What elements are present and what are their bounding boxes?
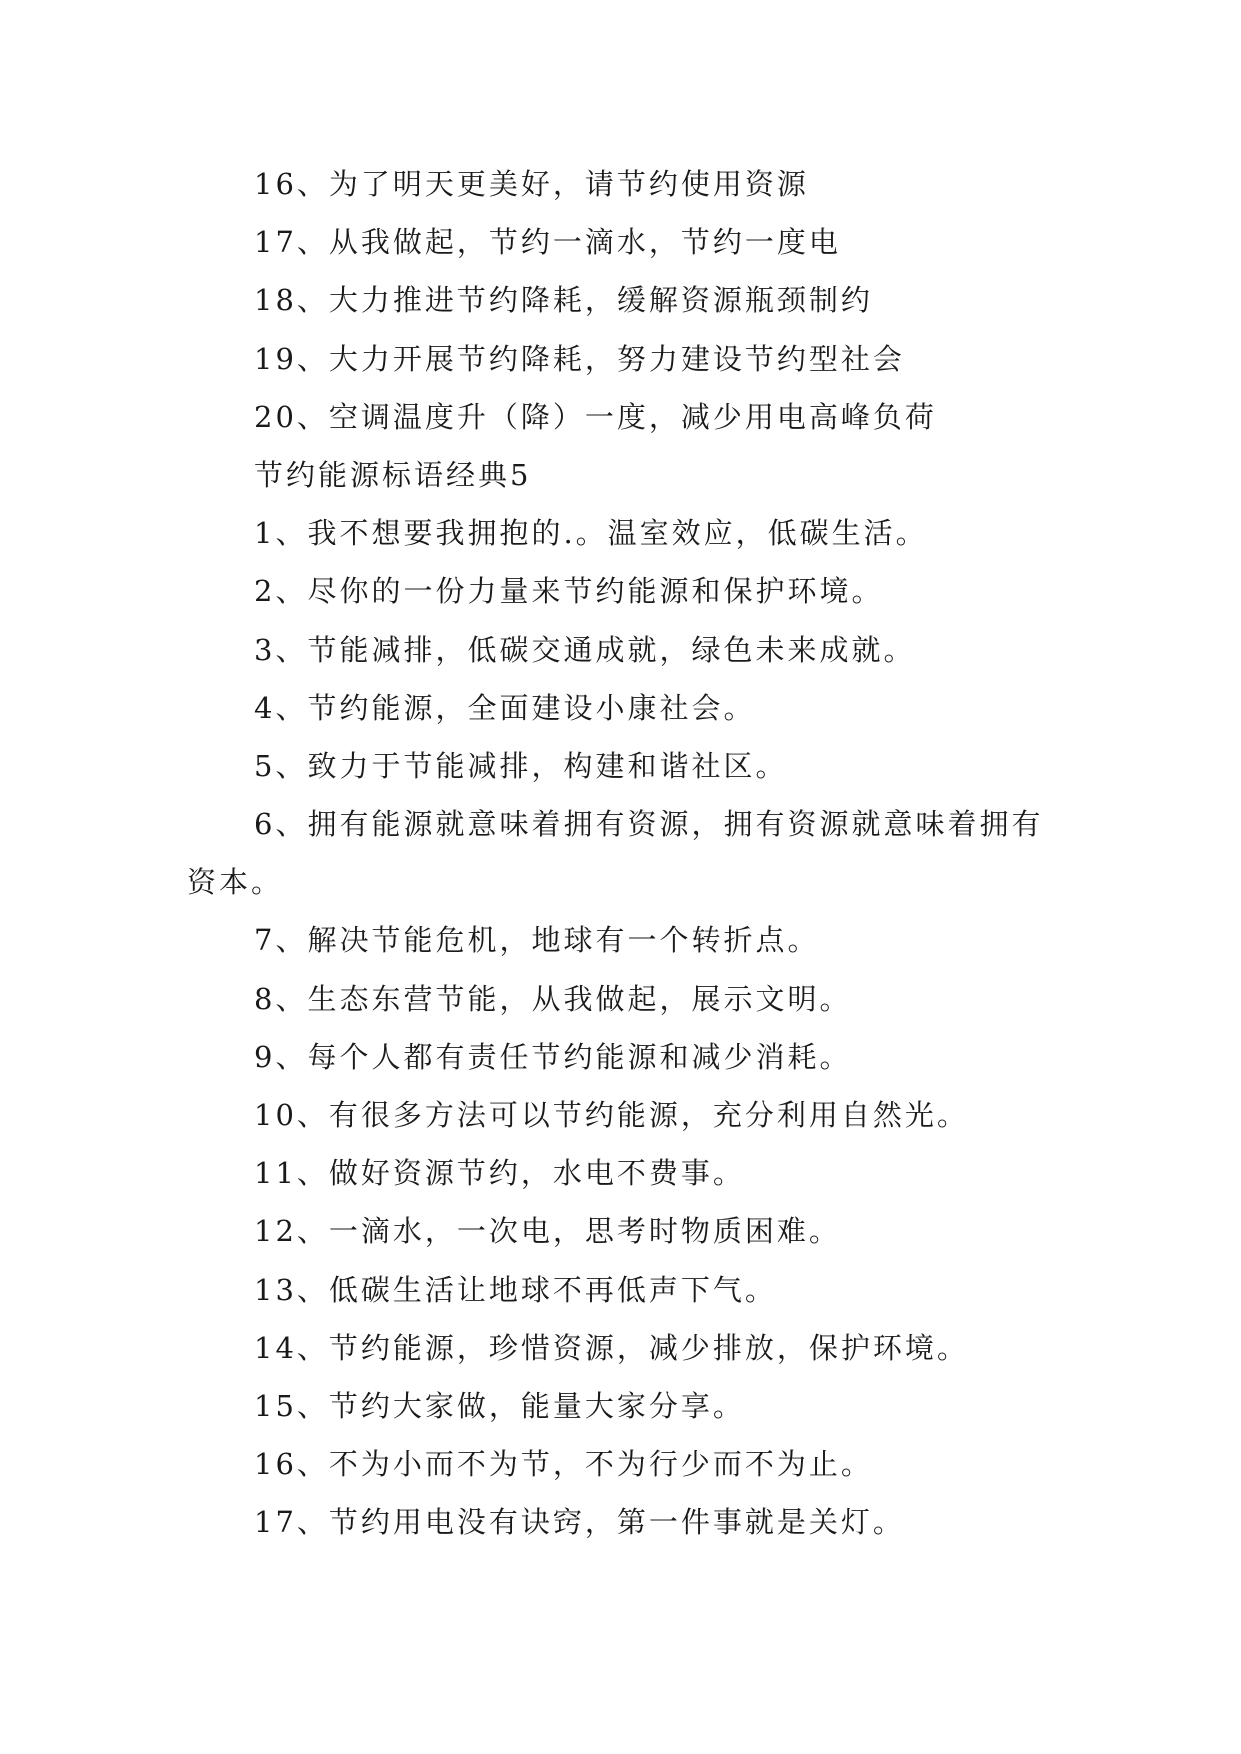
slogan-line: 9、每个人都有责任节约能源和减少消耗。	[254, 1039, 852, 1074]
slogan-line: 17、节约用电没有诀窍，第一件事就是关灯。	[254, 1505, 905, 1540]
section-heading: 节约能源标语经典5	[254, 457, 532, 492]
slogan-line: 3、节能减排，低碳交通成就，绿色未来成就。	[254, 632, 916, 667]
slogan-line: 5、致力于节能减排，构建和谐社区。	[254, 748, 788, 783]
slogan-line: 7、解决节能危机，地球有一个转折点。	[254, 923, 820, 958]
slogan-line: 16、为了明天更美好，请节约使用资源	[254, 167, 809, 201]
wrapped-slogan-paragraph: 6、拥有能源就意味着拥有资源，拥有资源就意味着拥有资本。	[187, 807, 1044, 900]
slogan-line: 14、节约能源，珍惜资源，减少排放，保护环境。	[254, 1330, 969, 1365]
slogan-line: 17、从我做起，节约一滴水，节约一度电	[254, 225, 841, 260]
slogan-line: 2、尽你的一份力量来节约能源和保护环境。	[254, 574, 884, 609]
slogan-line: 18、大力推进节约降耗，缓解资源瓶颈制约	[254, 283, 873, 318]
slogan-line: 19、大力开展节约降耗，努力建设节约型社会	[254, 341, 905, 376]
slogan-line: 20、空调温度升（降）一度，减少用电高峰负荷	[254, 399, 937, 434]
slogan-line: 8、生态东营节能，从我做起，展示文明。	[254, 981, 852, 1016]
slogan-line: 11、做好资源节约，水电不费事。	[254, 1156, 745, 1191]
slogan-line: 15、节约大家做，能量大家分享。	[254, 1388, 745, 1423]
slogan-line: 10、有很多方法可以节约能源，充分利用自然光。	[254, 1098, 969, 1133]
document-body	[187, 155, 1067, 1552]
slogan-line: 16、不为小而不为节，不为行少而不为止。	[254, 1447, 873, 1482]
slogan-line: 13、低碳生活让地球不再低声下气。	[254, 1272, 777, 1307]
slogan-line: 1、我不想要我拥抱的.。温室效应，低碳生活。	[254, 516, 928, 551]
slogan-line: 4、节约能源，全面建设小康社会。	[254, 690, 756, 725]
slogan-line: 12、一滴水，一次电，思考时物质困难。	[254, 1214, 841, 1249]
